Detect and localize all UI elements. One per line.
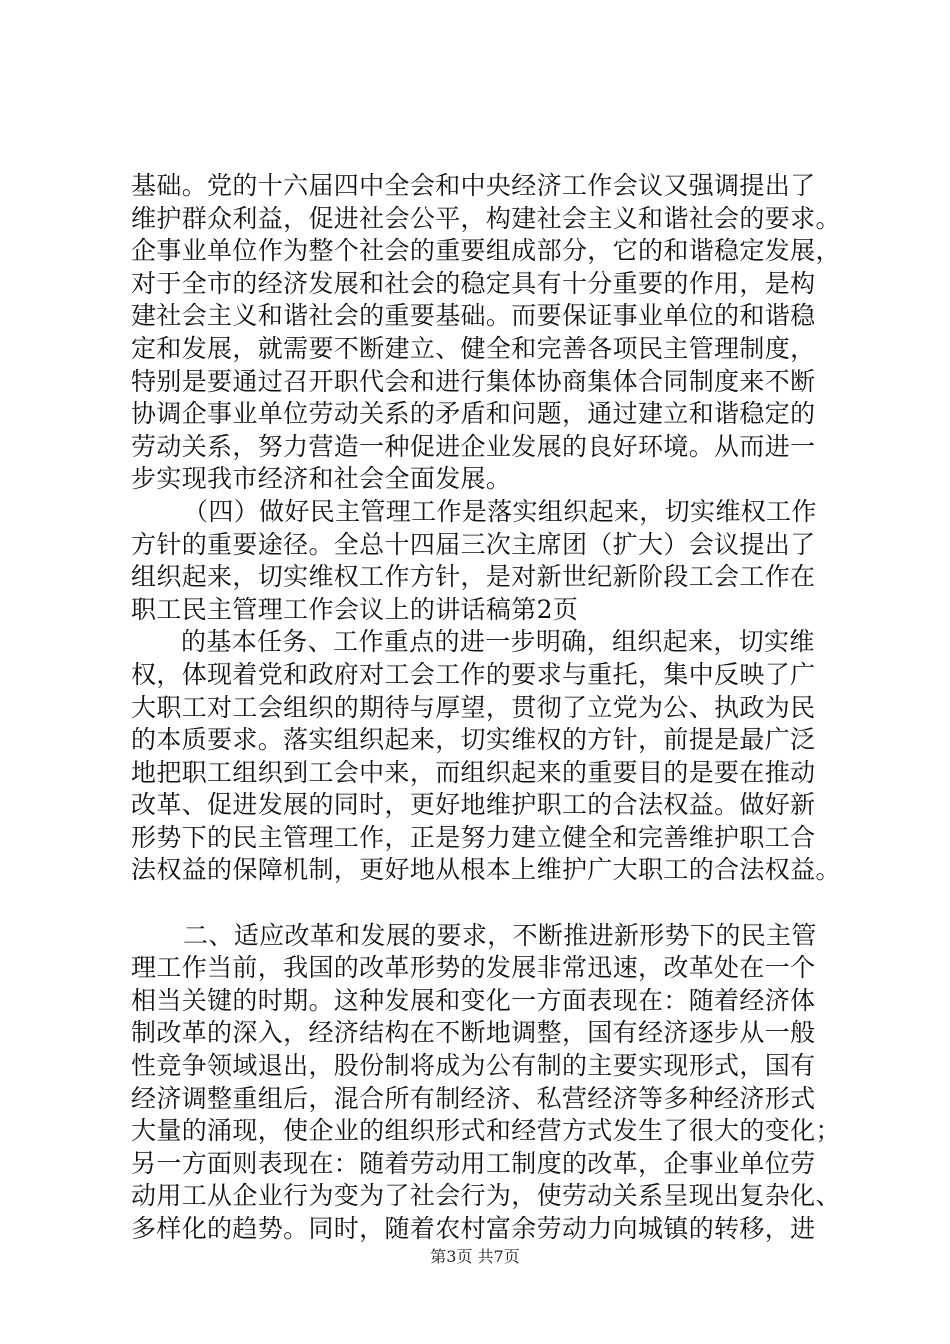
text-line: 法权益的保障机制，更好地从根本上维护广大职工的合法权益。: [131, 855, 841, 885]
text-line: 的基本任务、工作重点的进一步明确，组织起来，切实维: [181, 627, 815, 657]
text-line: 定和发展，就需要不断建立、健全和完善各项民主管理制度，: [131, 333, 816, 363]
text-line: 企事业单位作为整个社会的重要组成部分，它的和谐稳定发展，: [131, 236, 841, 266]
text-line: 方针的重要途径。全总十四届三次主席团（扩大）会议提出了: [131, 529, 816, 559]
text-line: 地把职工组织到工会中来，而组织起来的重要目的是要在推动: [131, 757, 816, 787]
text-line: 职工民主管理工作会议上的讲话稿第2页: [131, 594, 579, 624]
text-line: 劳动关系，努力营造一种促进企业发展的良好环境。从而进一: [131, 431, 816, 461]
text-line: 理工作当前，我国的改革形势的发展非常迅速，改革处在一个: [131, 953, 816, 983]
text-line: 多样化的趋势。同时，随着农村富余劳动力向城镇的转移，进: [131, 1214, 816, 1243]
text-line: 性竞争领域退出，股份制将成为公有制的主要实现形式，国有: [131, 1051, 816, 1081]
text-line: 大量的涌现，使企业的组织形式和经营方式发生了很大的变化；: [131, 1116, 841, 1146]
text-line: 组织起来，切实维权工作方针，是对新世纪新阶段工会工作在: [131, 562, 816, 592]
text-line: 制改革的深入，经济结构在不断地调整，国有经济逐步从一般: [131, 1018, 816, 1048]
text-line: 大职工对工会组织的期待与厚望，贯彻了立党为公、执政为民: [131, 692, 816, 722]
text-line: 经济调整重组后，混合所有制经济、私营经济等多种经济形式: [131, 1083, 816, 1113]
page-number-footer: 第3页 共7页: [430, 1247, 520, 1266]
text-line: 二、适应改革和发展的要求，不断推进新形势下的民主管: [183, 920, 817, 950]
text-line: 改革、促进发展的同时，更好地维护职工的合法权益。做好新: [131, 790, 816, 820]
text-line: 形势下的民主管理工作，正是努力建立健全和完善维护职工合: [131, 822, 816, 852]
text-line: 建社会主义和谐社会的重要基础。而要保证事业单位的和谐稳: [131, 301, 816, 331]
text-line: 基础。党的十六届四中全会和中央经济工作会议又强调提出了: [131, 171, 816, 200]
text-line: （四）做好民主管理工作是落实组织起来，切实维权工作: [183, 496, 817, 526]
text-line: 步实现我市经济和社会全面发展。: [131, 464, 512, 494]
paragraph-gap: [131, 887, 831, 920]
text-line: 的本质要求。落实组织起来，切实维权的方针，前提是最广泛: [131, 725, 816, 755]
text-line: 权，体现着党和政府对工会工作的要求与重托，集中反映了广: [131, 659, 816, 689]
text-line: 协调企事业单位劳动关系的矛盾和问题，通过建立和谐稳定的: [131, 399, 816, 429]
text-line: 特别是要通过召开职代会和进行集体协商集体合同制度来不断: [131, 366, 816, 396]
text-line: 动用工从企业行为变为了社会行为，使劳动关系呈现出复杂化、: [131, 1181, 841, 1211]
text-line: 维护群众利益，促进社会公平，构建社会主义和谐社会的要求。: [131, 203, 841, 233]
text-line: 另一方面则表现在：随着劳动用工制度的改革，企事业单位劳: [131, 1148, 816, 1178]
text-line: 对于全市的经济发展和社会的稳定具有十分重要的作用，是构: [131, 268, 816, 298]
text-line: 相当关键的时期。这种发展和变化一方面表现在：随着经济体: [131, 985, 816, 1015]
document-body: [131, 170, 841, 1246]
